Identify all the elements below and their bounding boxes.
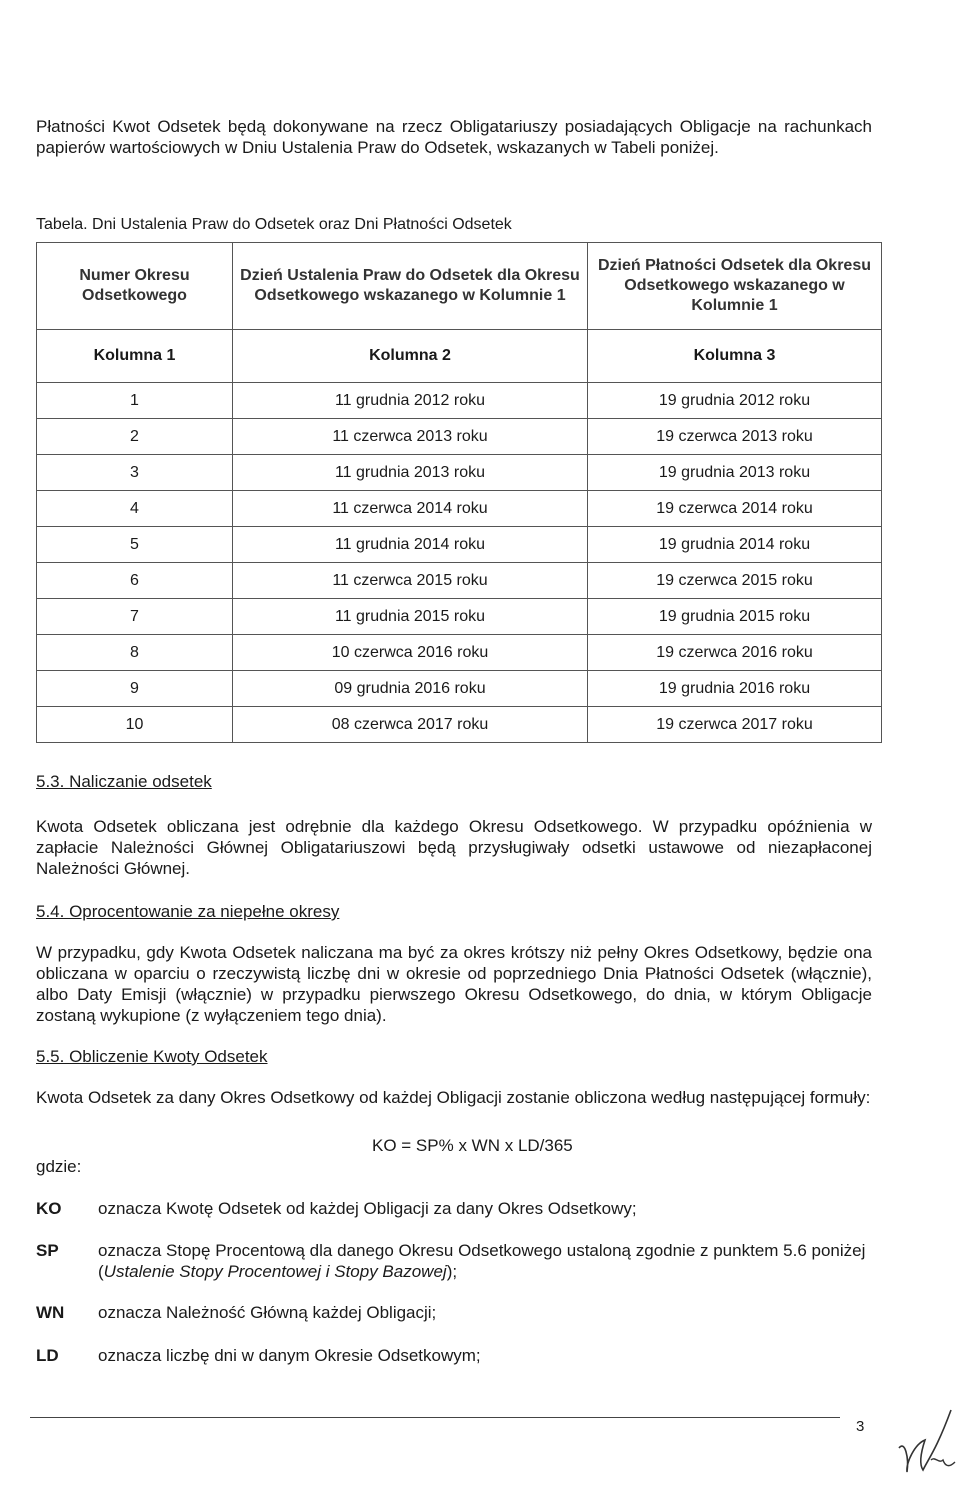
table-row bbox=[37, 563, 882, 599]
definition-text-end: ); bbox=[446, 1262, 458, 1281]
cell-period-number: 5 bbox=[37, 527, 233, 563]
cell-period-number: 7 bbox=[37, 599, 233, 635]
table-row bbox=[37, 383, 882, 419]
table-row bbox=[37, 455, 882, 491]
table-row bbox=[37, 527, 882, 563]
definition-text-start: oznacza Stopę Procentową dla danego Okresu Odsetkowego ustaloną zgodnie z punktem 5.6 poniżej ( bbox=[98, 1241, 866, 1281]
page-number: 3 bbox=[856, 1418, 865, 1435]
cell-payment-date: 19 grudnia 2012 roku bbox=[588, 383, 882, 419]
definition-text: oznacza liczbę dni w danym Okresie Odsetkowym; bbox=[98, 1346, 481, 1365]
cell-payment-date: 19 grudnia 2015 roku bbox=[588, 599, 882, 635]
cell-record-date: 11 grudnia 2013 roku bbox=[233, 455, 588, 491]
definition-symbol: KO bbox=[36, 1199, 62, 1218]
cell-period-number: 8 bbox=[37, 635, 233, 671]
cell-period-number: 3 bbox=[37, 455, 233, 491]
cell-payment-date: 19 grudnia 2014 roku bbox=[588, 527, 882, 563]
cell-record-date: 11 czerwca 2014 roku bbox=[233, 491, 588, 527]
cell-record-date: 10 czerwca 2016 roku bbox=[233, 635, 588, 671]
cell-record-date: 11 czerwca 2015 roku bbox=[233, 563, 588, 599]
cell-record-date: 09 grudnia 2016 roku bbox=[233, 671, 588, 707]
table-row bbox=[37, 491, 882, 527]
definition-symbol: WN bbox=[36, 1303, 65, 1322]
intro-paragraph: Płatności Kwot Odsetek będą dokonywane na rzecz Obligatariuszy posiadających Obligacje na rachunkach papierów wartościowych w Dniu Ustalenia Praw do Odsetek, wskazanych w Tabeli poniżej. bbox=[36, 117, 872, 157]
cell-record-date: 11 grudnia 2012 roku bbox=[233, 383, 588, 419]
cell-record-date: 11 czerwca 2013 roku bbox=[233, 419, 588, 455]
interest-formula: KO = SP% x WN x LD/365 bbox=[372, 1136, 573, 1155]
section-5-3-heading: 5.3. Naliczanie odsetek bbox=[36, 772, 212, 791]
column-label-3: Kolumna 3 bbox=[588, 330, 882, 383]
table-column-label-row bbox=[37, 330, 882, 383]
table-row bbox=[37, 599, 882, 635]
header-period-number: Numer Okresu Odsetkowego bbox=[37, 243, 233, 330]
cell-period-number: 2 bbox=[37, 419, 233, 455]
cell-record-date: 08 czerwca 2017 roku bbox=[233, 707, 588, 743]
cell-payment-date: 19 grudnia 2013 roku bbox=[588, 455, 882, 491]
definition-symbol: SP bbox=[36, 1241, 59, 1260]
table-caption: Tabela. Dni Ustalenia Praw do Odsetek oraz Dni Płatności Odsetek bbox=[36, 216, 512, 233]
header-record-date: Dzień Ustalenia Praw do Odsetek dla Okresu Odsetkowego wskazanego w Kolumnie 1 bbox=[233, 243, 588, 330]
header-payment-date: Dzień Płatności Odsetek dla Okresu Odsetkowego wskazanego w Kolumnie 1 bbox=[588, 243, 882, 330]
cell-payment-date: 19 czerwca 2015 roku bbox=[588, 563, 882, 599]
table-row bbox=[37, 707, 882, 743]
definition-text bbox=[98, 1240, 878, 1282]
cell-period-number: 10 bbox=[37, 707, 233, 743]
cell-period-number: 6 bbox=[37, 563, 233, 599]
table-row bbox=[37, 635, 882, 671]
table-row bbox=[37, 671, 882, 707]
table-header-row bbox=[37, 243, 882, 330]
section-5-4-heading: 5.4. Oprocentowanie za niepełne okresy bbox=[36, 902, 340, 921]
definition-text: oznacza Kwotę Odsetek od każdej Obligacji za dany Okres Odsetkowy; bbox=[98, 1199, 637, 1218]
column-label-1: Kolumna 1 bbox=[37, 330, 233, 383]
handwritten-signature bbox=[895, 1400, 957, 1480]
cell-record-date: 11 grudnia 2014 roku bbox=[233, 527, 588, 563]
column-label-2: Kolumna 2 bbox=[233, 330, 588, 383]
section-5-5-heading: 5.5. Obliczenie Kwoty Odsetek bbox=[36, 1047, 268, 1066]
where-label: gdzie: bbox=[36, 1157, 82, 1176]
cell-period-number: 4 bbox=[37, 491, 233, 527]
section-5-3-text: Kwota Odsetek obliczana jest odrębnie dla każdego Okresu Odsetkowego. W przypadku opóźnienia w zapłacie Należności Głównej Obligatariuszowi będą przysługiwały odsetki ustawowe od niezapłaconej Należności Głównej. bbox=[36, 817, 872, 878]
cell-payment-date: 19 grudnia 2016 roku bbox=[588, 671, 882, 707]
table-row bbox=[37, 419, 882, 455]
cell-period-number: 1 bbox=[37, 383, 233, 419]
cell-payment-date: 19 czerwca 2013 roku bbox=[588, 419, 882, 455]
definition-symbol: LD bbox=[36, 1346, 59, 1365]
section-5-5-text: Kwota Odsetek za dany Okres Odsetkowy od każdej Obligacji zostanie obliczona według następującej formuły: bbox=[36, 1088, 871, 1107]
definition-text: oznacza Należność Główną każdej Obligacji; bbox=[98, 1303, 437, 1322]
section-5-4-text: W przypadku, gdy Kwota Odsetek naliczana ma być za okres krótszy niż pełny Okres Odsetkowy, będzie ona obliczana w oparciu o rzeczywistą liczbę dni w okresie od poprzedniego Dnia Płatności Odsetek (włącznie), albo Daty Emisji (włącznie) w przypadku pierwszego Okresu Odsetkowego, do dnia, w którym Obligacje zostaną wykupione (z wyłączeniem tego dnia). bbox=[36, 943, 872, 1025]
cell-period-number: 9 bbox=[37, 671, 233, 707]
cell-payment-date: 19 czerwca 2014 roku bbox=[588, 491, 882, 527]
cell-payment-date: 19 czerwca 2017 roku bbox=[588, 707, 882, 743]
interest-dates-table bbox=[36, 242, 882, 743]
cell-payment-date: 19 czerwca 2016 roku bbox=[588, 635, 882, 671]
footer-divider bbox=[30, 1417, 840, 1418]
definition-text-italic: Ustalenie Stopy Procentowej i Stopy Bazowej bbox=[103, 1262, 447, 1281]
cell-record-date: 11 grudnia 2015 roku bbox=[233, 599, 588, 635]
